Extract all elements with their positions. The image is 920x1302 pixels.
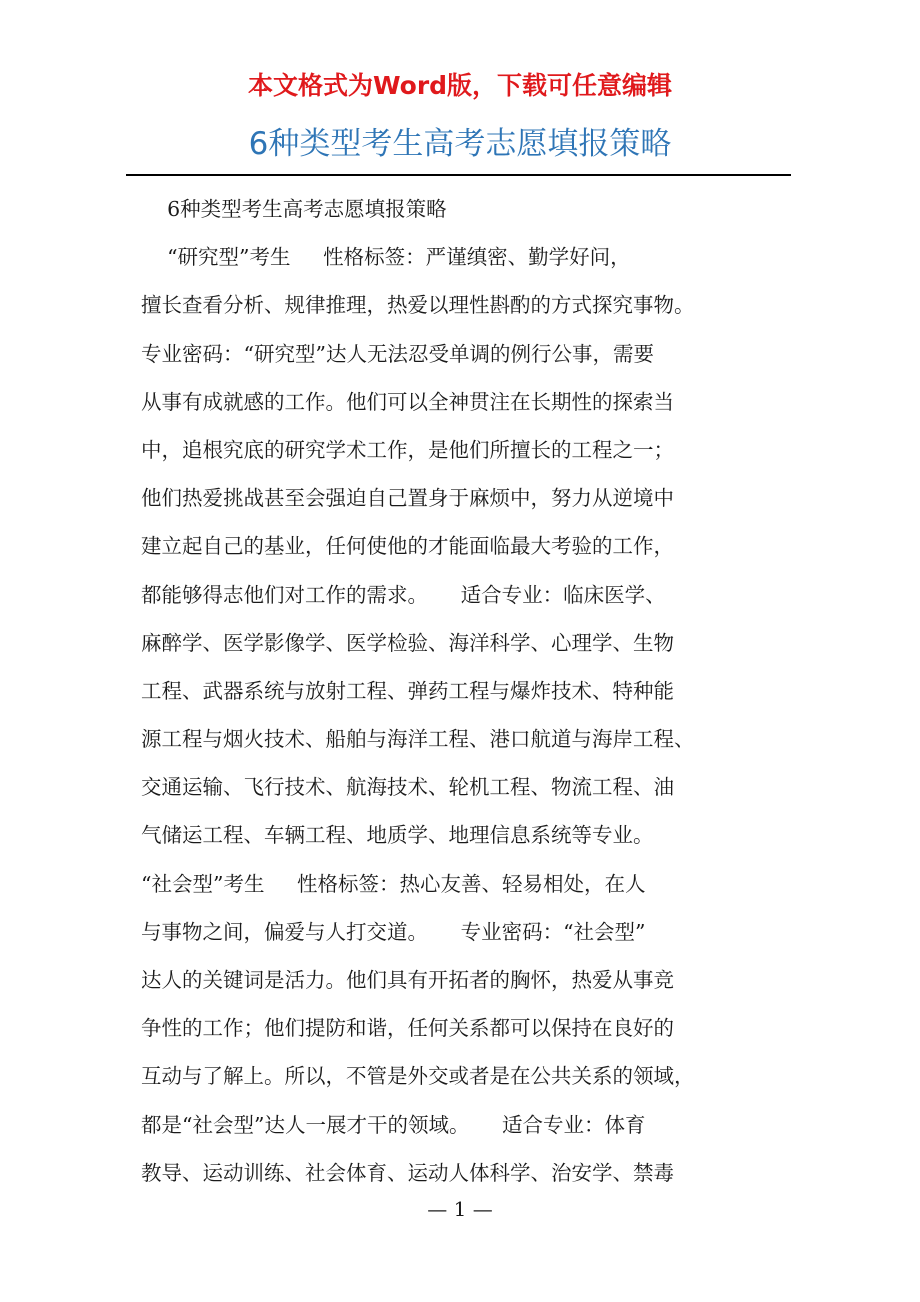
text-line: 争性的工作；他们提防和谐，任何关系都可以保持在良好的 xyxy=(141,1016,674,1041)
text-line: 与事物之间，偏爱与人打交道。 专业密码：“社会型” xyxy=(141,919,646,944)
text-line: 都能够得志他们对工作的需求。 适合专业：临床医学、 xyxy=(141,582,666,607)
document-title: 6种类型考生高考志愿填报策略 xyxy=(248,126,672,162)
text-line: 中，追根究底的研究学术工作，是他们所擅长的工程之一； xyxy=(141,437,674,462)
text-line: 气储运工程、车辆工程、地质学、地理信息系统等专业。 xyxy=(141,823,654,848)
text-line: 他们热爱挑战甚至会强迫自己置身于麻烦中，努力从逆境中 xyxy=(141,486,674,511)
text-line: 教导、运动训练、社会体育、运动人体科学、治安学、禁毒 xyxy=(141,1160,674,1185)
text-line: 互动与了解上。所以，不管是外交或者是在公共关系的领域， xyxy=(141,1064,695,1089)
format-notice: 本文格式为Word版，下载可任意编辑 xyxy=(247,71,673,100)
text-line: 麻醉学、医学影像学、医学检验、海洋科学、心理学、生物 xyxy=(141,630,674,655)
text-line: 从事有成就感的工作。他们可以全神贯注在长期性的探索当 xyxy=(141,389,674,414)
text-line: 建立起自己的基业，任何使他的才能面临最大考验的工作， xyxy=(141,534,674,559)
text-line: 都是“社会型”达人一展才干的领域。 适合专业：体育 xyxy=(141,1112,646,1137)
text-line: 6种类型考生高考志愿填报策略 xyxy=(141,197,447,221)
text-line: 交通运输、飞行技术、航海技术、轮机工程、物流工程、油 xyxy=(141,775,674,800)
text-line: “社会型”考生 性格标签：热心友善、轻易相处，在人 xyxy=(141,871,646,896)
text-line: “研究型”考生 性格标签：严谨缜密、勤学好问， xyxy=(141,245,631,270)
body-text xyxy=(141,185,801,1197)
text-line: 源工程与烟火技术、船舶与海洋工程、港口航道与海岸工程、 xyxy=(141,727,695,752)
page-number: — 1 — xyxy=(427,1197,493,1221)
text-line: 专业密码：“研究型”达人无法忍受单调的例行公事，需要 xyxy=(141,341,654,366)
text-line: 达人的关键词是活力。他们具有开拓者的胸怀，热爱从事竞 xyxy=(141,968,674,992)
title-divider xyxy=(126,174,791,176)
text-line: 擅长查看分析、规律推理，热爱以理性斟酌的方式探究事物。 xyxy=(141,293,695,318)
text-line: 工程、武器系统与放射工程、弹药工程与爆炸技术、特种能 xyxy=(141,678,674,703)
